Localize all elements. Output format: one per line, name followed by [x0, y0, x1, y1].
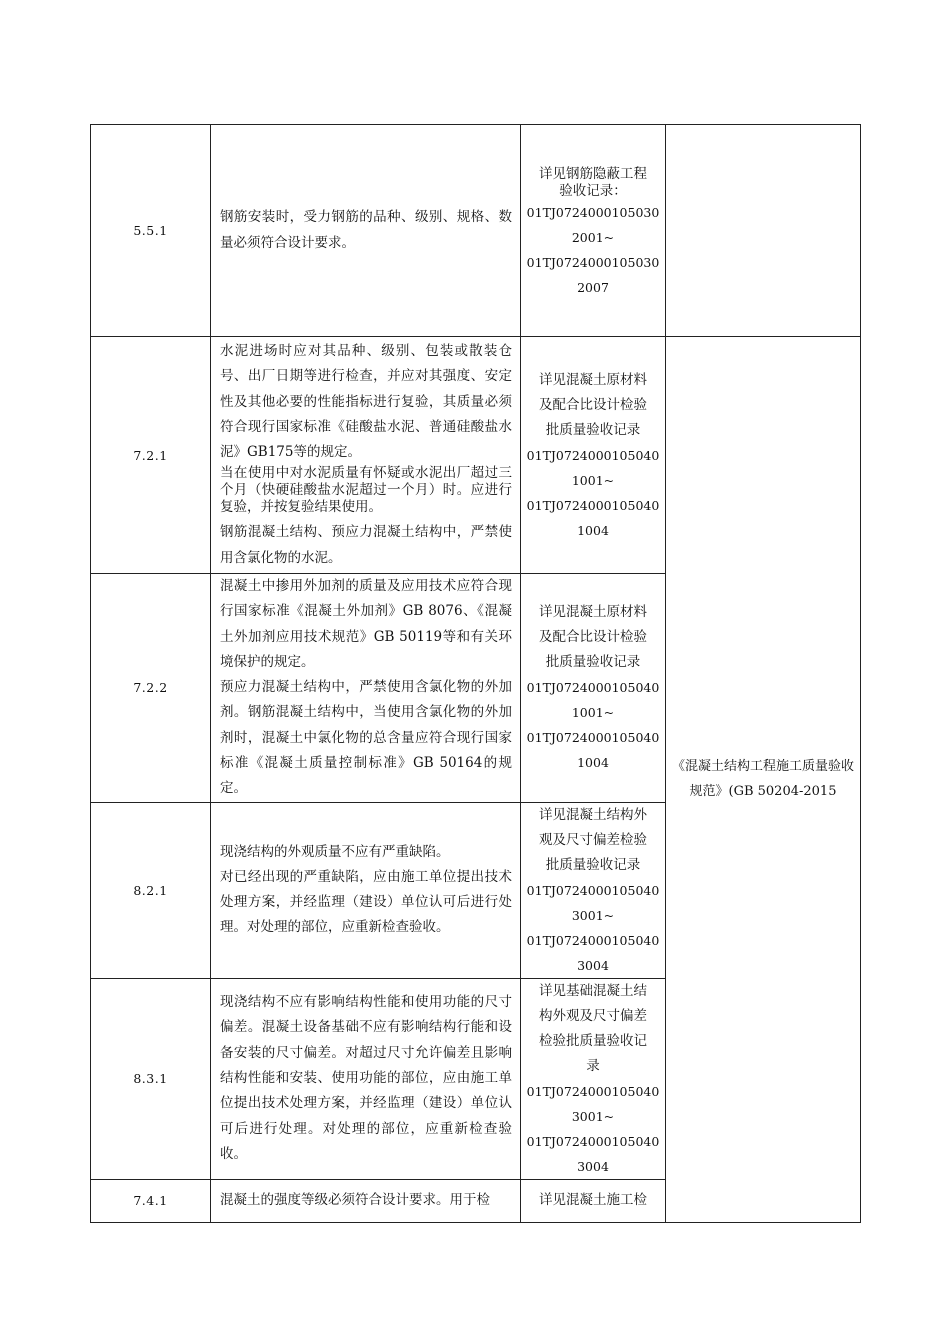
record-number: 01TJ0724000105040 — [526, 680, 660, 696]
requirement-cell — [211, 978, 521, 1179]
requirement-text: 混凝土中掺用外加剂的质量及应用技术应符合现行国家标准《混凝土外加剂》GB 8076、《混凝土外加剂应用技术规范》GB 50119等和有关环境保护的规定。 — [220, 578, 512, 670]
reference-line: 批质量验收记录 — [545, 856, 641, 873]
record-number: 01TJ0724000105030 — [526, 204, 660, 220]
reference-line: 详见混凝土结构外 — [539, 806, 647, 823]
clause-code: 8.3.1 — [91, 978, 211, 1179]
reference-line: 及配合比设计检验 — [539, 629, 647, 646]
record-number: 01TJ0724000105040 — [526, 1133, 660, 1149]
record-number: 2001~ — [571, 229, 615, 245]
record-number: 3004 — [577, 957, 609, 973]
record-number: 1004 — [577, 755, 609, 771]
record-reference — [521, 978, 666, 1179]
record-reference — [521, 125, 666, 337]
record-number: 01TJ0724000105040 — [526, 882, 660, 898]
reference-line: 详见基础混凝土结 — [539, 982, 647, 999]
clause-code: 8.2.1 — [91, 802, 211, 978]
reference-line: 录 — [586, 1057, 600, 1074]
reference-line: 批质量验收记录 — [545, 421, 641, 438]
requirement-text: 现浇结构的外观质量不应有严重缺陷。 — [220, 843, 450, 860]
record-number: 01TJ0724000105040 — [526, 497, 660, 513]
record-reference — [521, 802, 666, 978]
record-number: 1001~ — [571, 705, 615, 721]
requirement-text: 钢筋安装时，受力钢筋的品种、级别、规格、数量必须符合设计要求。 — [220, 209, 512, 251]
reference-line: 批质量验收记录 — [545, 654, 641, 671]
reference-line: 观及尺寸偏差检验 — [539, 831, 647, 848]
reference-line: 及配合比设计检验 — [539, 396, 647, 413]
requirement-text: 现浇结构不应有影响结构性能和使用功能的尺寸偏差。混凝土设备基础不应有影响结构行能和设备安装的尺寸偏差。对超过尺寸允许偏差且影响结构性能和安装、使用功能的部位，应由施工单位提出技术处理方案，并经监理（建设）单位认可后进行处理。对处理的部位，应重新检查验收。 — [220, 994, 512, 1162]
record-number: 01TJ0724000105040 — [526, 447, 660, 463]
standard-cell-empty — [666, 125, 861, 337]
table-row — [91, 125, 861, 337]
requirement-cell — [211, 802, 521, 978]
reference-line: 详见混凝土原材料 — [539, 371, 647, 388]
requirement-text: 水泥进场时应对其品种、级别、包装或散装仓号、出厂日期等进行检查，并应对其强度、安定性及其他必要的性能指标进行复验，其质量必须符合现行国家标准《硅酸盐水泥、普通硅酸盐水泥》GB175等的规定。 — [220, 342, 512, 461]
record-reference — [521, 1179, 666, 1222]
requirement-cell — [211, 1179, 521, 1222]
record-number: 3001~ — [571, 1108, 615, 1124]
requirement-cell — [211, 574, 521, 803]
record-number: 3004 — [577, 1158, 609, 1174]
requirement-cell — [211, 337, 521, 574]
clause-code: 5.5.1 — [91, 125, 211, 337]
record-number: 2007 — [577, 279, 609, 295]
requirement-text: 混凝土的强度等级必须符合设计要求。用于检 — [220, 1192, 490, 1209]
reference-line: 详见混凝土施工检 — [539, 1192, 647, 1209]
requirement-text: 钢筋混凝土结构、预应力混凝土结构中，严禁使用含氯化物的水泥。 — [220, 524, 512, 566]
clause-code: 7.2.1 — [91, 337, 211, 574]
requirement-text: 对已经出现的严重缺陷，应由施工单位提出技术处理方案，并经监理（建设）单位认可后进行处理。对处理的部位，应重新检查验收。 — [220, 868, 512, 936]
record-number: 01TJ0724000105040 — [526, 1083, 660, 1099]
reference-line: 构外观及尺寸偏差 — [539, 1007, 647, 1024]
table-row — [91, 337, 861, 574]
clause-code: 7.4.1 — [91, 1179, 211, 1222]
record-number: 01TJ0724000105030 — [526, 254, 660, 270]
record-number: 1004 — [577, 522, 609, 538]
record-number: 01TJ0724000105040 — [526, 730, 660, 746]
requirement-text: 当在使用中对水泥质量有怀疑或水泥出厂超过三个月（快硬硅酸盐水泥超过一个月）时。应进行复验，并按复验结果使用。 — [220, 465, 512, 516]
record-number: 01TJ0724000105040 — [526, 932, 660, 948]
requirement-text: 预应力混凝土结构中，严禁使用含氯化物的外加剂。钢筋混凝土结构中，当使用含氯化物的外加剂时，混凝土中氯化物的总含量应符合现行国家标准《混凝土质量控制标准》GB 50164的规定。 — [220, 679, 512, 797]
requirement-cell — [211, 125, 521, 337]
record-reference — [521, 574, 666, 803]
reference-line: 详见混凝土原材料 — [539, 604, 647, 621]
acceptance-table — [90, 124, 861, 1223]
record-number: 3001~ — [571, 907, 615, 923]
reference-line: 详见钢筋隐蔽工程 — [539, 165, 647, 182]
acceptance-standard: 《混凝土结构工程施工质量验收规范》(GB 50204-2015 — [666, 337, 861, 1223]
record-number: 1001~ — [571, 472, 615, 488]
reference-line: 验收记录： — [559, 182, 627, 199]
clause-code: 7.2.2 — [91, 574, 211, 803]
record-reference — [521, 337, 666, 574]
reference-line: 检验批质量验收记 — [539, 1032, 647, 1049]
